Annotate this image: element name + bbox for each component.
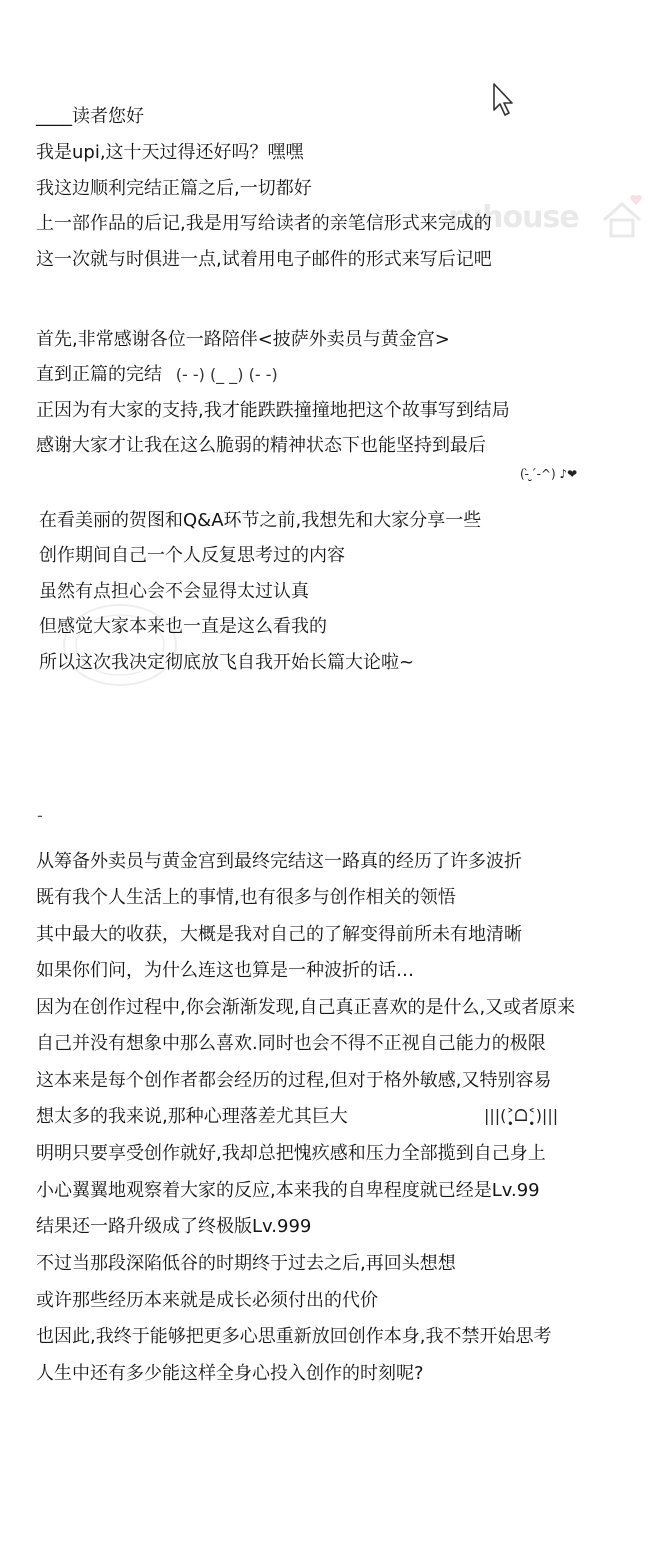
text-line: 也因此,我终于能够把更多心思重新放回创作本身,我不禁开始思考 (36, 1326, 552, 1347)
text-line: 这一次就与时俱进一点,试着用电子邮件的形式来写后记吧 (36, 249, 492, 270)
text-line: 或许那些经历本来就是成长必须付出的代价 (36, 1290, 378, 1311)
text-line: 小心翼翼地观察着大家的反应,本来我的自卑程度就已经是Lv.99 (36, 1180, 540, 1201)
text-line: 结果还一路升级成了终极版Lv.999 (36, 1216, 312, 1237)
text-line: 人生中还有多少能这样全身心投入创作的时刻呢? (36, 1363, 424, 1384)
text-line: 我这边顺利完结正篇之后,一切都好 (36, 178, 312, 199)
text-line: 这本来是每个创作者都会经历的过程,但对于格外敏感,又特别容易 (36, 1070, 552, 1091)
text-line: 因为在创作过程中,你会渐渐发现,自己真正喜欢的是什么,又或者原来 (36, 997, 576, 1018)
text-line: 其中最大的收获，大概是我对自己的了解变得前所未有地清晰 (36, 924, 522, 945)
text-line: 在看美丽的贺图和Q&A环节之前,我想先和大家分享一些 (39, 510, 482, 531)
text-line: 但感觉大家本来也一直是这么看我的 (39, 616, 327, 637)
watermark-logo: ruhouse (448, 190, 648, 246)
text-line: 自己并没有想象中那么喜欢.同时也会不得不正视自己能力的极限 (36, 1033, 546, 1054)
text-line: 虽然有点担心会不会显得太过认真 (39, 581, 309, 602)
emoticon: (-̀ ̮ ́-^) ♪❤ (520, 467, 578, 481)
text-line: 想太多的我来说,那种心理落差尤其巨大 (36, 1106, 348, 1127)
text-line: 所以这次我决定彻底放飞自我开始长篇大论啦~ (39, 652, 415, 673)
text-line: 正因为有大家的支持,我才能跌跌撞撞地把这个故事写到结局 (36, 400, 510, 421)
mouse-cursor-icon (492, 82, 518, 118)
text-line: 既有我个人生活上的事情,也有很多与创作相关的领悟 (36, 887, 456, 908)
section-divider: - (37, 806, 43, 825)
text-line: 我是upi,这十天过得还好吗？嘿嘿 (36, 142, 304, 163)
text-line: 感谢大家才让我在这么脆弱的精神状态下也能坚持到最后 (36, 435, 486, 456)
text-line: 创作期间自己一个人反复思考过的内容 (39, 545, 345, 566)
text-line: 明明只要享受创作就好,我却总把愧疚感和压力全部揽到自己身上 (36, 1143, 546, 1164)
emoticon: |||(˃̣̣̥ᗝ˂̣̣̥)||| (484, 1106, 559, 1125)
text-line: 首先,非常感谢各位一路陪伴<披萨外卖员与黄金宫> (36, 329, 450, 350)
text-line: 直到正篇的完结 (- -) (_ _) (- -) (36, 364, 278, 385)
text-line: 如果你们问，为什么连这也算是一种波折的话… (36, 960, 414, 981)
greeting-line: ____读者您好 (36, 106, 144, 127)
text-line: 从筹备外卖员与黄金宫到最终完结这一路真的经历了许多波折 (36, 851, 522, 872)
text-line: 不过当那段深陷低谷的时期终于过去之后,再回头想想 (36, 1253, 456, 1274)
text-line: 上一部作品的后记,我是用写给读者的亲笔信形式来完成的 (36, 213, 492, 234)
emoticon: (- -) (_ _) (- -) (175, 365, 278, 384)
stamp-seal-icon (60, 600, 180, 690)
